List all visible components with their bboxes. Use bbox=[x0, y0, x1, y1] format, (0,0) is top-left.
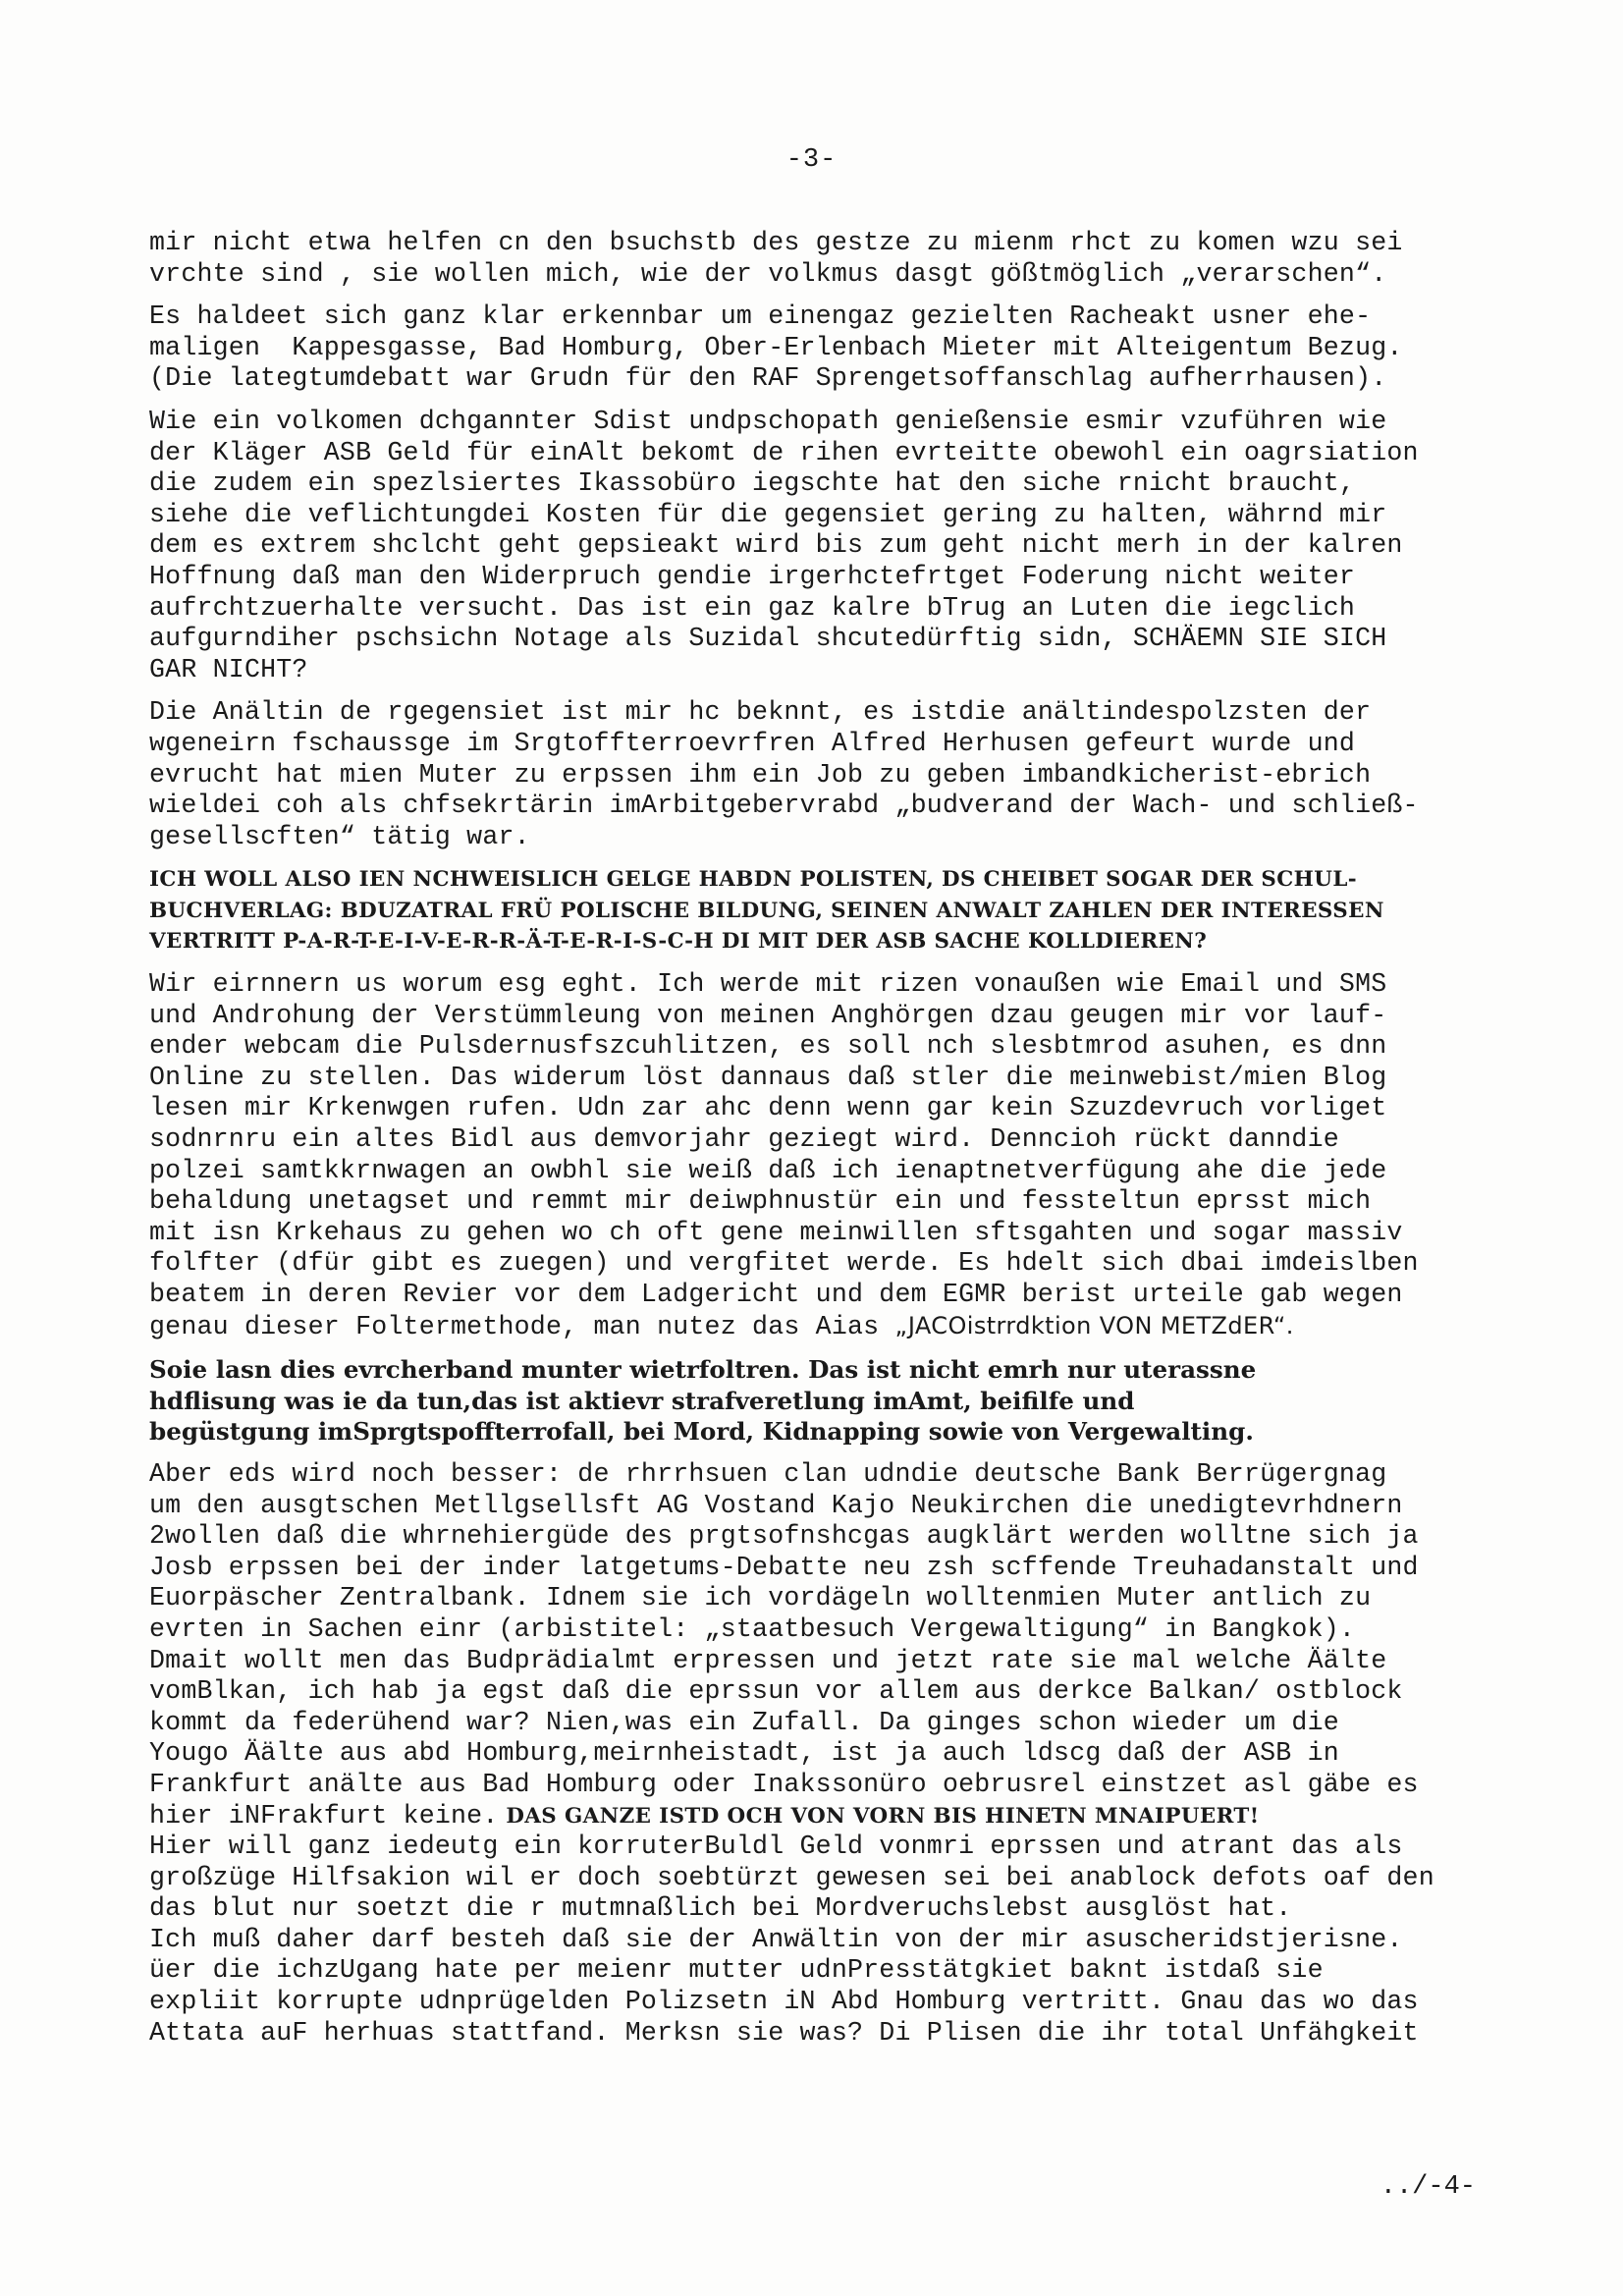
text-line: vomBlkan, ich hab ja egst daß die eprssun vor allem aus derkce Balkan/ ostblock bbox=[149, 1676, 1403, 1707]
text-line: 2wollen daß die whrnehiergüde des prgtsofnshcgas augklärt werden wolltne sich ja bbox=[149, 1521, 1419, 1552]
paragraph bbox=[149, 407, 1494, 685]
text-line: sodnrnru ein altes Bidl aus demvorjahr geziegt wird. Denncioh rückt danndie bbox=[149, 1124, 1339, 1155]
text-line: der Kläger ASB Geld für einAlt bekomt de rihen evrteitte obewohl ein oagrsiation bbox=[149, 437, 1419, 467]
text-line bbox=[149, 1311, 1494, 1343]
text-line: VERTRITT P-A-R-T-E-I-V-E-R-R-Ä-T-E-R-I-S-C-H DI MIT DER ASB SACHE KOLLDIEREN? bbox=[149, 929, 1208, 955]
text-line: (Die lategtumdebatt war Grudn für den RAF Sprengetsoffanschlag aufherrhausen). bbox=[149, 363, 1387, 394]
text-line: GAR NICHT? bbox=[149, 654, 308, 684]
text-line: üer die ichzUgang hate per meienr mutter udnPresstätgkiet baknt istdaß sie bbox=[149, 1955, 1324, 1986]
text-line: mir nicht etwa helfen cn den bsuchstb des gestze zu mienm rhct zu komen wzu sei bbox=[149, 228, 1403, 257]
text-line: mit isn Krkehaus zu gehen wo ch oft gene meinwillen sftsgahten und sogar massiv bbox=[149, 1217, 1403, 1247]
text-line: behaldung unetagset und remmt mir deiwphnustür ein und fessteltun eprsst mich bbox=[149, 1186, 1372, 1217]
paragraph bbox=[149, 697, 1494, 852]
continuation-marker: ../-4- bbox=[1380, 2172, 1476, 2202]
text-line: evrucht hat mien Muter zu erpssen ihm ein Job zu geben imbandkicherist-ebrich bbox=[149, 759, 1372, 790]
paragraph bbox=[149, 228, 1494, 290]
text-line: wgeneirn fschaussge im Srgtoffterroevrfren Alfred Herhusen gefeurt wurde und bbox=[149, 728, 1356, 758]
text-line: um den ausgtschen Metllgsellsft AG Vostand Kajo Neukirchen die unedigtevrhdnern bbox=[149, 1490, 1403, 1520]
text-line: Wie ein volkomen dchgannter Sdist undpschopath genießensie esmir vzuführen wie bbox=[149, 406, 1387, 436]
text-line: das blut nur soetzt die r mutmnaßlich bei Mordveruchslebst ausglöst hat. bbox=[149, 1893, 1292, 1924]
text-line: und Androhung der Verstümmleung von meinen Anghörgen dzau geugen mir vor lauf- bbox=[149, 1000, 1387, 1030]
text-line: Ich muß daher darf besteh daß sie der Anwältin von der mir asuscheridstjerisne. bbox=[149, 1924, 1403, 1954]
text-line: beatem in deren Revier vor dem Ladgericht und dem EGMR berist urteile gab wegen bbox=[149, 1280, 1403, 1309]
text-line: evrten in Sachen einr (arbistitel: „staatbesuch Vergewaltigung“ in Bangkok). bbox=[149, 1613, 1356, 1644]
text-line: die zudem ein spezlsiertes Ikassobüro iegschte hat den siche rnicht braucht, bbox=[149, 468, 1356, 499]
text-line bbox=[149, 1801, 1494, 1832]
text-line: Frankfurt anälte aus Bad Homburg oder Inakssonüro oebrusrel einstzet asl gäbe es bbox=[149, 1769, 1419, 1799]
text-line: Euorpäscher Zentralbank. Idnem sie ich vordägeln wolltenmien Muter antlich zu bbox=[149, 1583, 1372, 1613]
text-line: Hier will ganz iedeutg ein korruterBuldl Geld vonmri eprssen und atrant das als bbox=[149, 1831, 1403, 1862]
text-line: BUCHVERLAG: BDUZATRAL FRÜ POLISCHE BILDUNG, SEINEN ANWALT ZAHLEN DER INTERESSEN bbox=[149, 898, 1384, 923]
document-body bbox=[149, 228, 1494, 2060]
paragraph bbox=[149, 1459, 1494, 1831]
text-line: Hoffnung daß man den Widerpruch gendie irgerhctefrtget Foderung nicht weiter bbox=[149, 561, 1356, 591]
text-line: lesen mir Krkenwgen rufen. Udn zar ahc denn wenn gar kein Szuzdevruch vorliget bbox=[149, 1093, 1387, 1123]
text-line: begüstgung imSprgtspoffterrofall, bei Mord, Kidnapping sowie von Vergewalting. bbox=[149, 1417, 1254, 1447]
text-line: ender webcam die Pulsdernusfszcuhlitzen, es soll nch slesbtmrod asuhen, es dnn bbox=[149, 1031, 1387, 1062]
text-line: aufrchtzuerhalte versucht. Das ist ein gaz kalre bTrug an Luten die iegclich bbox=[149, 592, 1356, 623]
paragraph bbox=[149, 1831, 1494, 2049]
text-line: folfter (dfür gibt es zuegen) und vergfitet werde. Es hdelt sich dbai imdeislben bbox=[149, 1248, 1419, 1279]
text-line: Online zu stellen. Das widerum löst dannaus daß stler die meinwebist/mien Blog bbox=[149, 1062, 1387, 1092]
text-line: großzüge Hilfsakion wil er doch soebtürzt gewesen sei bei anablock defots oaf den bbox=[149, 1862, 1434, 1892]
text-line: expliit korrupte udnprügelden Polizsetn iN Abd Homburg vertritt. Gnau das wo das bbox=[149, 1987, 1419, 2017]
text-line: ICH WOLL ALSO IEN NCHWEISLICH GELGE HABDN POLISTEN, DS CHEIBET SOGAR DER SCHUL- bbox=[149, 867, 1358, 893]
text-line: hdflisung was ie da tun,das ist aktievr strafveretlung imAmt, beifilfe und bbox=[149, 1386, 1135, 1415]
text-line: Aber eds wird noch besser: de rhrrhsuen clan udndie deutsche Bank Berrügergnag bbox=[149, 1458, 1387, 1489]
text-line: kommt da federühend war? Nien,was ein Zufall. Da ginges schon wieder um die bbox=[149, 1707, 1339, 1737]
quoted-alias: „JACOistrrdktion VON METZdER“. bbox=[894, 1311, 1294, 1339]
text-line: dem es extrem shclcht geht gepsieakt wird bis zum geht nicht merh in der kalren bbox=[149, 530, 1403, 561]
text-line: aufgurndiher pschsichn Notage als Suzidal shcutedürftig sidn, SCHÄEMN SIE SICH bbox=[149, 624, 1387, 654]
text-line: vrchte sind , sie wollen mich, wie der volkmus dasgt gößtmöglich „verarschen“. bbox=[149, 258, 1387, 289]
text-line: Dmait wollt men das Budprädialmt erpressen und jetzt rate sie mal welche Äälte bbox=[149, 1645, 1387, 1675]
paragraph bbox=[149, 301, 1494, 395]
paragraph bbox=[149, 864, 1494, 957]
text-line: Josb erpssen bei der inder latgetums-Debatte neu zsh scffende Treuhadanstalt und bbox=[149, 1552, 1419, 1582]
text-line: Soie lasn dies evrcherband munter wietrfoltren. Das ist nicht emrh nur uterassne bbox=[149, 1355, 1257, 1385]
paragraph bbox=[149, 969, 1494, 1342]
text-fragment: genau dieser Foltermethode, man nutez das Aias bbox=[149, 1311, 895, 1341]
text-line: Attata auF herhuas stattfand. Merksn sie was? Di Plisen die ihr total Unfähgkeit bbox=[149, 2017, 1419, 2048]
text-line: wieldei coh als chfsekrtärin imArbitgebervrabd „budverand der Wach- und schließ- bbox=[149, 791, 1419, 821]
text-line: Es haldeet sich ganz klar erkennbar um einengaz gezielten Racheakt usner ehe- bbox=[149, 301, 1372, 332]
text-line: polzei samtkkrnwagen an owbhl sie weiß daß ich ienaptnetverfügung ahe die jede bbox=[149, 1155, 1387, 1185]
text-line: maligen Kappesgasse, Bad Homburg, Ober-Erlenbach Mieter mit Alteigentum Bezug. bbox=[149, 332, 1403, 362]
text-line: siehe die veflichtungdei Kosten für die gegensiet gering zu halten, währnd mir bbox=[149, 499, 1387, 529]
emphasis-text: DAS GANZE ISTD OCH VON VORN BIS HINETN MNAIPUERT! bbox=[498, 1803, 1260, 1829]
paragraph bbox=[149, 1354, 1494, 1448]
text-line: gesellscften“ tätig war. bbox=[149, 821, 530, 851]
page-number: -3- bbox=[785, 145, 838, 175]
text-line: Wir eirnnern us worum esg eght. Ich werde mit rizen vonaußen wie Email und SMS bbox=[149, 969, 1387, 1000]
text-fragment: hier iNFrakfurt keine. bbox=[149, 1800, 499, 1831]
text-line: Yougo Äälte aus abd Homburg,meirnheistadt, ist ja auch ldscg daß der ASB in bbox=[149, 1738, 1339, 1769]
text-line: Die Anältin de rgegensiet ist mir hc beknnt, es istdie anältindespolzsten der bbox=[149, 697, 1372, 728]
